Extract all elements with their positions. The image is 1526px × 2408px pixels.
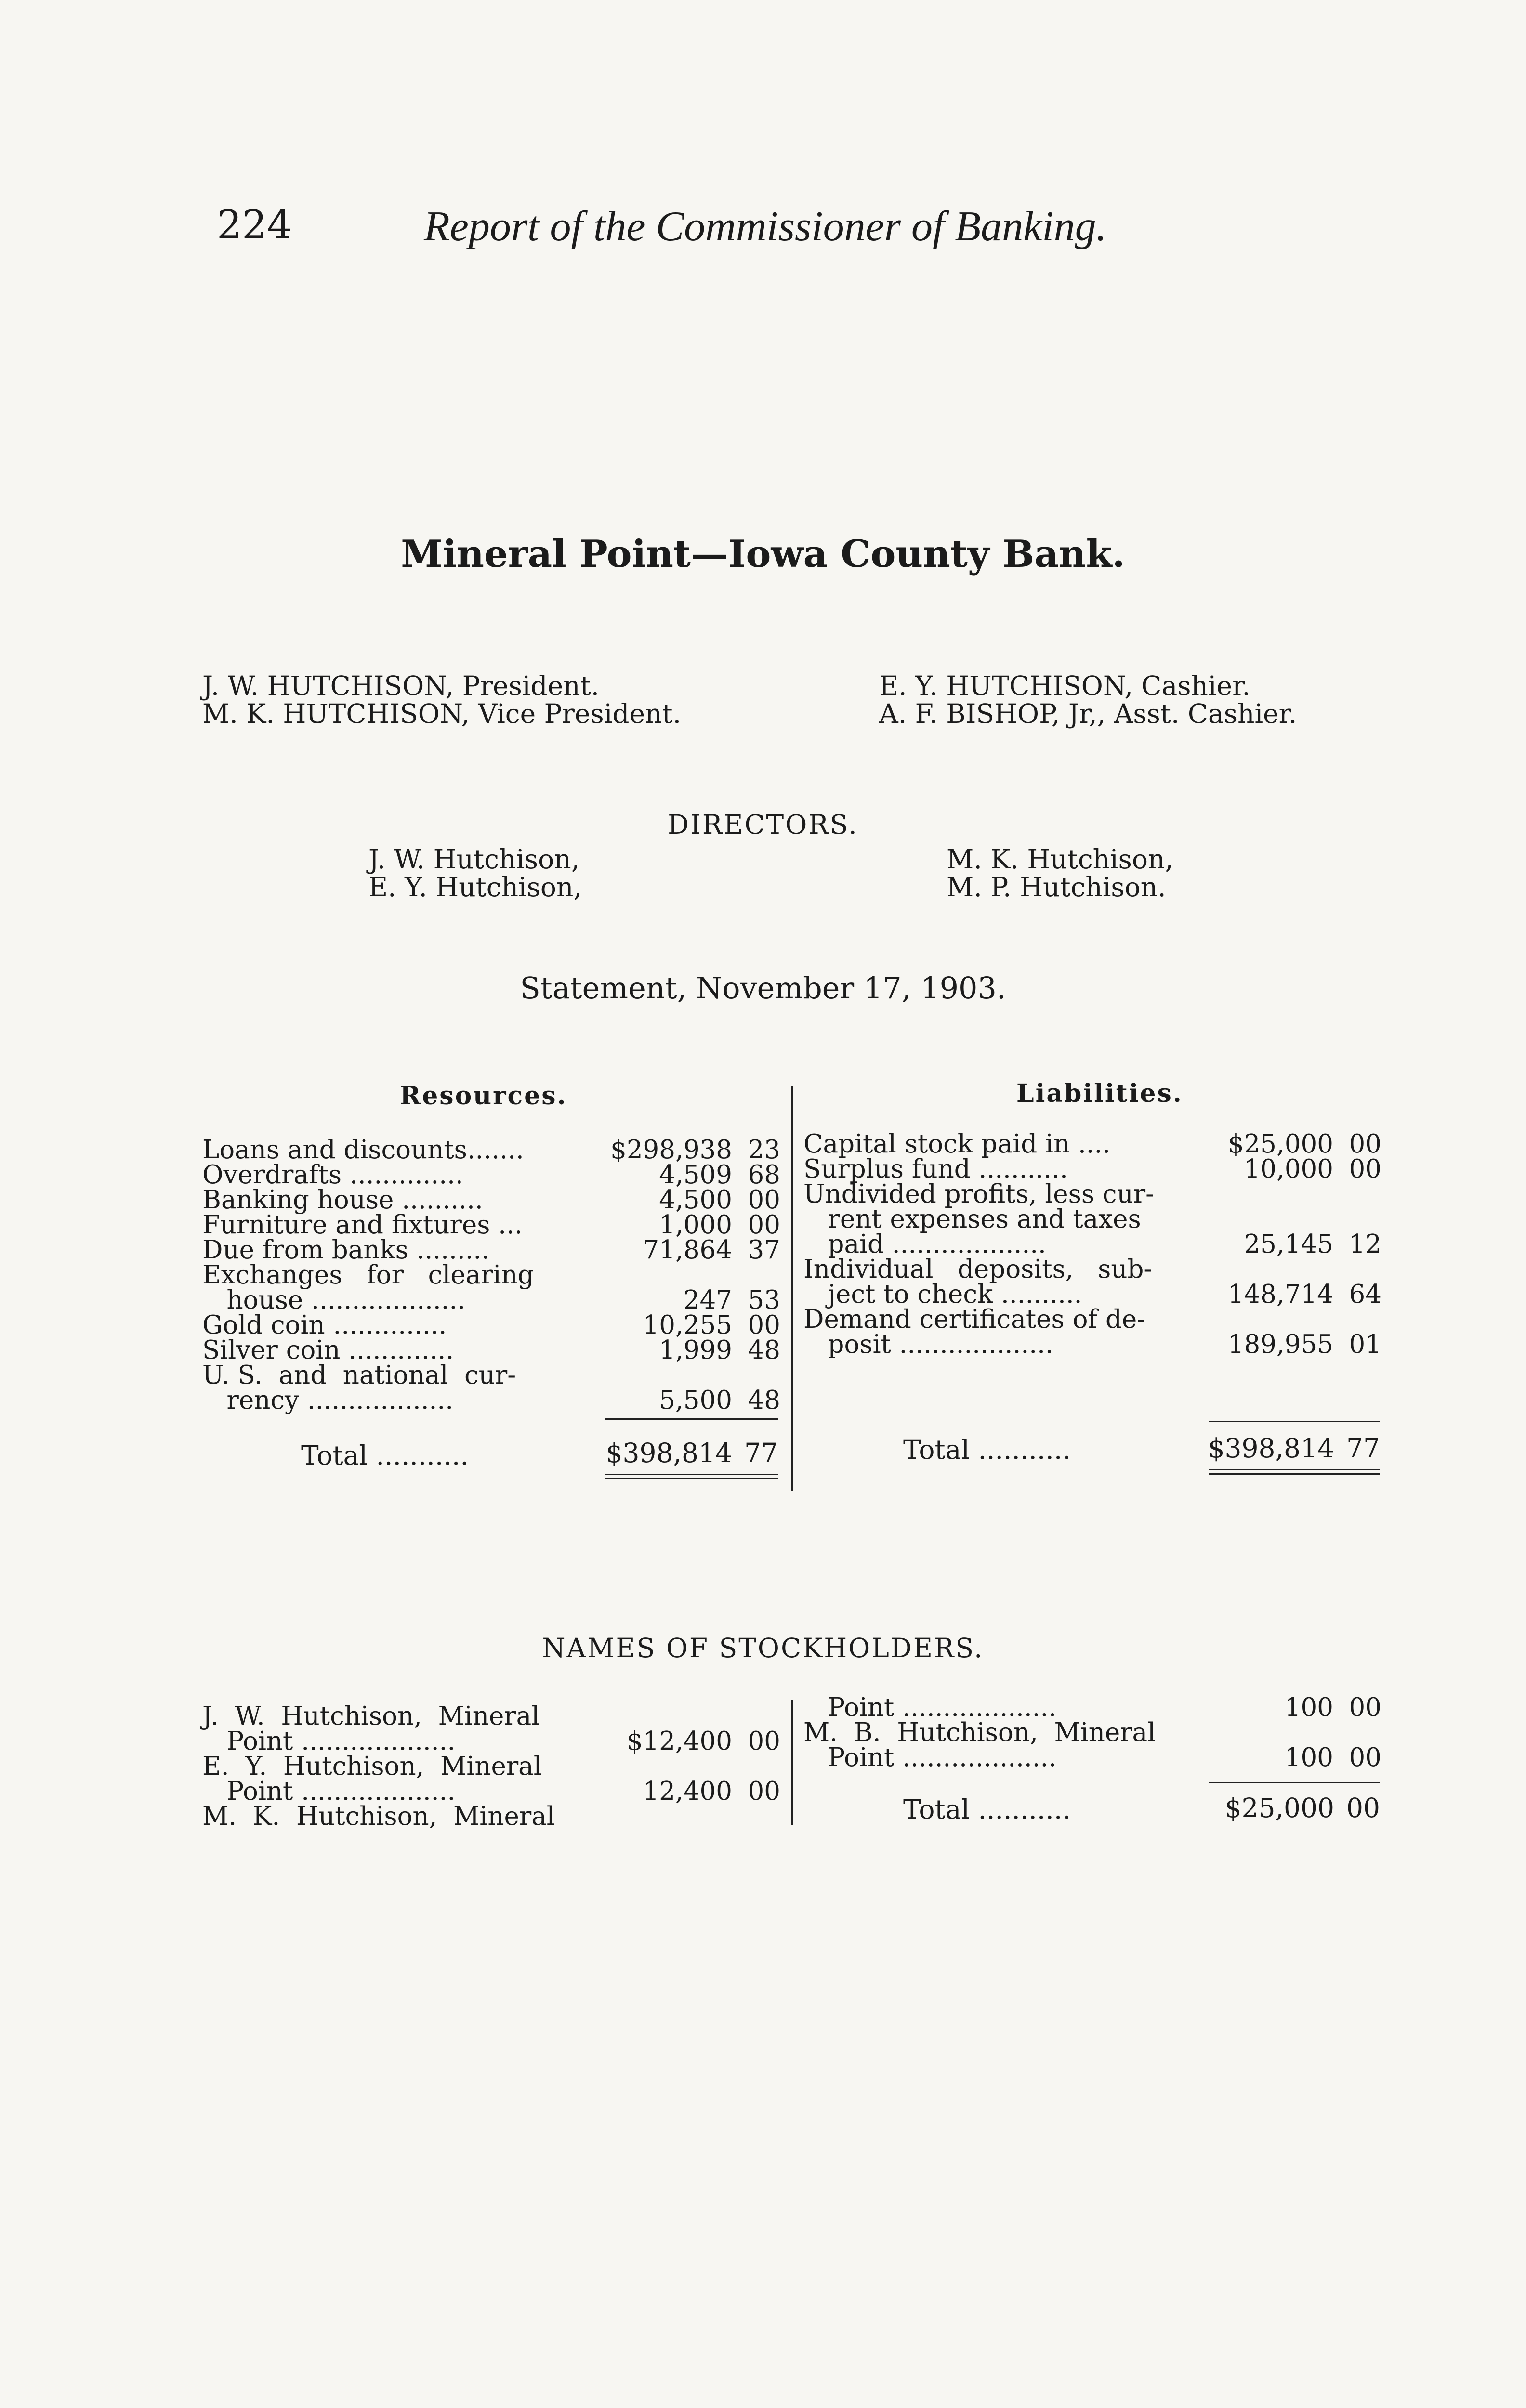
ledger-row-amount: 1,000	[659, 1210, 732, 1240]
ledger-row-label: Banking house ..........	[202, 1185, 483, 1215]
ledger-row-label: Undivided profits, less cur-	[803, 1179, 1154, 1209]
ledger-row-cents: 37	[748, 1235, 780, 1265]
ledger-row-amount: 189,955	[1227, 1330, 1333, 1359]
ledger-row-cents: 00	[748, 1210, 780, 1240]
officers-right	[879, 672, 1297, 728]
ledger-row	[803, 1204, 1381, 1234]
stockholders-divider	[791, 1700, 793, 1825]
ledger-row-label: Point ...................	[202, 1727, 456, 1756]
ledger-row-amount: $12,400	[626, 1727, 732, 1756]
resources-total-label: Total ...........	[301, 1440, 469, 1471]
running-head	[217, 202, 1180, 260]
ledger-row-label: ject to check ..........	[803, 1280, 1082, 1309]
ledger-row-amount: 10,255	[643, 1310, 732, 1340]
stockholders-heading: NAMES OF STOCKHOLDERS.	[542, 1633, 984, 1663]
ledger-row-label: Point ...................	[803, 1693, 1057, 1722]
ledger-row-amount: 71,864	[643, 1235, 732, 1265]
running-title: Report of the Commissioner of Banking.	[424, 203, 1107, 250]
ledger-row-amount: 5,500	[659, 1386, 732, 1415]
resources-total-cents: 77	[744, 1438, 778, 1468]
ledger-row-label: U. S. and national cur-	[202, 1361, 516, 1390]
ledger-row	[202, 1185, 780, 1215]
stockholders-right-table	[803, 1695, 1381, 1770]
stockholders-left-table	[202, 1701, 780, 1831]
director-name: M. P. Hutchison.	[947, 872, 1166, 903]
liabilities-total-cents: 77	[1346, 1433, 1380, 1464]
ledger-row-cents: 00	[1349, 1693, 1381, 1722]
liabilities-total-double-rule	[1209, 1469, 1380, 1475]
ledger-row-amount: 4,500	[659, 1185, 732, 1215]
ledger-row-label: M. B. Hutchison, Mineral	[803, 1718, 1156, 1747]
ledger-row	[803, 1282, 1381, 1307]
ledger-row	[202, 1210, 780, 1240]
ledger-row-label: Overdrafts ..............	[202, 1160, 463, 1190]
liabilities-total-label: Total ...........	[903, 1434, 1071, 1465]
ledger-row-amount: 100	[1284, 1743, 1333, 1772]
ledger-row-cents: 00	[748, 1727, 780, 1756]
liabilities-table	[803, 1129, 1381, 1359]
ledger-row-label: Due from banks .........	[202, 1235, 490, 1265]
ledger-row	[202, 1729, 780, 1754]
column-divider	[791, 1086, 793, 1491]
directors-heading: DIRECTORS.	[668, 809, 858, 840]
ledger-row-label: Demand certificates of de-	[803, 1305, 1146, 1334]
officers-left	[202, 672, 681, 728]
bank-title: Mineral Point—Iowa County Bank.	[401, 532, 1125, 576]
ledger-row-amount: $298,938	[610, 1135, 732, 1165]
ledger-row	[803, 1720, 1381, 1745]
ledger-row-cents: 01	[1349, 1330, 1381, 1359]
director-name: J. W. Hutchison,	[368, 844, 580, 875]
ledger-row-cents: 23	[748, 1135, 780, 1165]
ledger-row-label: Exchanges for clearing	[202, 1260, 534, 1290]
directors-right	[947, 845, 1173, 901]
ledger-row-amount: 4,509	[659, 1160, 732, 1190]
ledger-row-cents: 00	[1349, 1154, 1381, 1184]
ledger-row-amount: 10,000	[1244, 1154, 1333, 1184]
ledger-row-cents: 00	[748, 1185, 780, 1215]
ledger-row-label: J. W. Hutchison, Mineral	[202, 1701, 540, 1731]
ledger-row-amount: 1,999	[659, 1335, 732, 1365]
stockholders-total-amount: $25,000	[1224, 1793, 1334, 1823]
ledger-row-cents: 00	[1349, 1129, 1381, 1159]
ledger-row-label: Capital stock paid in ....	[803, 1129, 1111, 1159]
page-number: 224	[217, 202, 292, 248]
liabilities-subtotal-rule	[1209, 1421, 1380, 1422]
ledger-row-label: Loans and discounts.......	[202, 1135, 524, 1165]
ledger-row-amount: 148,714	[1227, 1280, 1333, 1309]
ledger-row-label: posit ...................	[803, 1330, 1053, 1359]
ledger-row-amount: 25,145	[1244, 1230, 1333, 1259]
ledger-row	[803, 1232, 1381, 1257]
officer-president: J. W. HUTCHISON, President.	[202, 670, 600, 701]
ledger-row	[202, 1260, 780, 1290]
resources-total-double-rule	[605, 1474, 778, 1479]
ledger-row-label: M. K. Hutchison, Mineral	[202, 1802, 555, 1831]
ledger-row-cents: 64	[1349, 1280, 1381, 1309]
resources-total-row	[301, 1440, 469, 1471]
ledger-row-cents: 48	[748, 1335, 780, 1365]
ledger-row-cents: 12	[1349, 1230, 1381, 1259]
ledger-row	[803, 1129, 1381, 1159]
ledger-row-label: Point ...................	[803, 1743, 1057, 1772]
ledger-row-label: Surplus fund ...........	[803, 1154, 1068, 1184]
ledger-row-label: E. Y. Hutchison, Mineral	[202, 1752, 542, 1781]
resources-subtotal-rule	[605, 1418, 778, 1420]
ledger-row	[202, 1335, 780, 1365]
ledger-row	[202, 1779, 780, 1804]
ledger-row-label: Silver coin .............	[202, 1335, 454, 1365]
ledger-row-label: rency ..................	[202, 1386, 454, 1415]
liabilities-heading: Liabilities.	[1016, 1079, 1183, 1108]
ledger-row	[803, 1307, 1381, 1332]
resources-heading: Resources.	[400, 1081, 567, 1111]
director-name: E. Y. Hutchison,	[368, 872, 582, 903]
directors-left	[368, 845, 582, 901]
ledger-row	[202, 1388, 780, 1413]
ledger-row-cents: 00	[1349, 1743, 1381, 1772]
stockholders-total-rule	[1209, 1782, 1380, 1783]
ledger-row-label: Furniture and fixtures ...	[202, 1210, 523, 1240]
stockholders-total-row	[903, 1794, 1071, 1825]
resources-total-amount: $398,814	[605, 1438, 732, 1468]
ledger-row	[803, 1332, 1381, 1357]
liabilities-total-amount: $398,814	[1208, 1433, 1334, 1464]
ledger-row	[202, 1285, 780, 1315]
ledger-row	[202, 1754, 780, 1779]
ledger-row-label: Individual deposits, sub-	[803, 1255, 1153, 1284]
resources-table	[202, 1135, 780, 1415]
officer-vice-president: M. K. HUTCHISON, Vice President.	[202, 698, 682, 729]
ledger-row	[803, 1695, 1381, 1720]
ledger-row-cents: 48	[748, 1386, 780, 1415]
ledger-row-cents: 68	[748, 1160, 780, 1190]
ledger-row-amount: 100	[1284, 1693, 1333, 1722]
ledger-row-label: Point ...................	[202, 1777, 456, 1806]
ledger-row	[202, 1310, 780, 1340]
officer-cashier: E. Y. HUTCHISON, Cashier.	[879, 670, 1250, 701]
ledger-row-label: house ...................	[202, 1285, 466, 1315]
ledger-row-label: rent expenses and taxes	[803, 1204, 1141, 1234]
ledger-row-label: Gold coin ..............	[202, 1310, 447, 1340]
stockholders-total-label: Total ...........	[903, 1794, 1071, 1825]
ledger-row-cents: 00	[748, 1310, 780, 1340]
ledger-row-label: paid ...................	[803, 1230, 1046, 1259]
director-name: M. K. Hutchison,	[947, 844, 1173, 875]
ledger-row	[803, 1179, 1381, 1209]
statement-title: Statement, November 17, 1903.	[520, 970, 1006, 1006]
liabilities-total-row	[903, 1434, 1071, 1465]
ledger-row	[202, 1235, 780, 1265]
ledger-row-amount: $25,000	[1227, 1129, 1333, 1159]
ledger-row	[202, 1804, 780, 1829]
ledger-row	[202, 1701, 780, 1731]
ledger-row	[202, 1135, 780, 1165]
ledger-row-cents: 53	[748, 1285, 780, 1315]
officer-asst-cashier: A. F. BISHOP, Jr,, Asst. Cashier.	[879, 698, 1297, 729]
ledger-row-amount: 12,400	[643, 1777, 732, 1806]
ledger-row-cents: 00	[748, 1777, 780, 1806]
ledger-row-amount: 247	[683, 1285, 732, 1315]
stockholders-total-cents: 00	[1346, 1793, 1380, 1823]
ledger-row	[803, 1257, 1381, 1282]
ledger-row	[803, 1154, 1381, 1184]
ledger-row	[202, 1363, 780, 1388]
ledger-row	[803, 1745, 1381, 1770]
ledger-row	[202, 1160, 780, 1190]
